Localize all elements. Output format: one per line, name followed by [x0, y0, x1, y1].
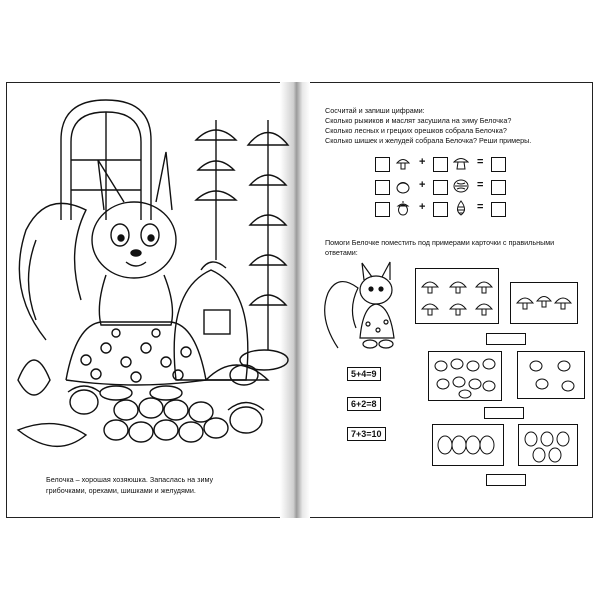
card-walnuts-6[interactable] — [518, 424, 578, 466]
left-caption — [46, 474, 276, 496]
card-hazelnuts-4[interactable] — [517, 351, 585, 399]
answer-box-sum[interactable] — [491, 157, 506, 172]
walnut-icon — [453, 178, 469, 194]
answer-box-sum[interactable] — [491, 202, 506, 217]
card-walnuts-5[interactable] — [432, 424, 504, 466]
acorn-icon — [395, 200, 411, 216]
equals-sign: = — [477, 201, 484, 213]
instruction-line: Сколько рыжиков и маслят засушила на зиму Белочка? — [325, 116, 512, 125]
caption-line-1: Белочка – хорошая хозяюшка. Запаслась на зиму — [46, 475, 214, 484]
example-3: 7+3=10 — [347, 427, 386, 441]
pinecone-icon — [453, 200, 469, 216]
squirrel-illustration — [6, 90, 296, 470]
equals-sign: = — [477, 156, 484, 168]
answer-box-right[interactable] — [433, 180, 448, 195]
help-line-2: ответами: — [325, 248, 358, 257]
matching-instructions — [325, 238, 575, 258]
small-squirrel-illustration — [318, 258, 408, 358]
answer-box-sum[interactable] — [491, 180, 506, 195]
instruction-line: Сколько лесных и грецких орешков собрала Белочка? — [325, 126, 507, 135]
boletus-icon — [453, 155, 469, 171]
example-2: 6+2=8 — [347, 397, 381, 411]
equation-row-3 — [375, 201, 535, 217]
equals-sign: = — [477, 179, 484, 191]
answer-box-right[interactable] — [433, 157, 448, 172]
answer-slot-3[interactable] — [486, 474, 526, 486]
equation-row-2 — [375, 179, 535, 195]
card-hazelnuts-9[interactable] — [428, 351, 502, 401]
help-line-1: Помоги Белочке поместить под примерами карточки с правильными — [325, 238, 555, 247]
example-1: 5+4=9 — [347, 367, 381, 381]
counting-instructions — [325, 106, 585, 146]
hazelnut-icon — [395, 178, 411, 194]
instruction-line: Сколько шишек и желудей собрала Белочка? Реши примеры. — [325, 136, 532, 145]
plus-sign: + — [419, 156, 426, 168]
card-mushrooms-7[interactable] — [415, 268, 499, 324]
caption-line-2: грибочками, орехами, шишками и желудями. — [46, 486, 196, 495]
answer-box-left[interactable] — [375, 180, 390, 195]
answer-box-left[interactable] — [375, 157, 390, 172]
card-mushrooms-3[interactable] — [510, 282, 578, 324]
plus-sign: + — [419, 179, 426, 191]
answer-slot-2[interactable] — [484, 407, 524, 419]
answer-box-left[interactable] — [375, 202, 390, 217]
equation-row-1 — [375, 156, 535, 172]
plus-sign: + — [419, 201, 426, 213]
mushroom-icon — [395, 155, 411, 171]
instruction-line: Сосчитай и запиши цифрами: — [325, 106, 425, 115]
answer-box-right[interactable] — [433, 202, 448, 217]
answer-slot-1[interactable] — [486, 333, 526, 345]
